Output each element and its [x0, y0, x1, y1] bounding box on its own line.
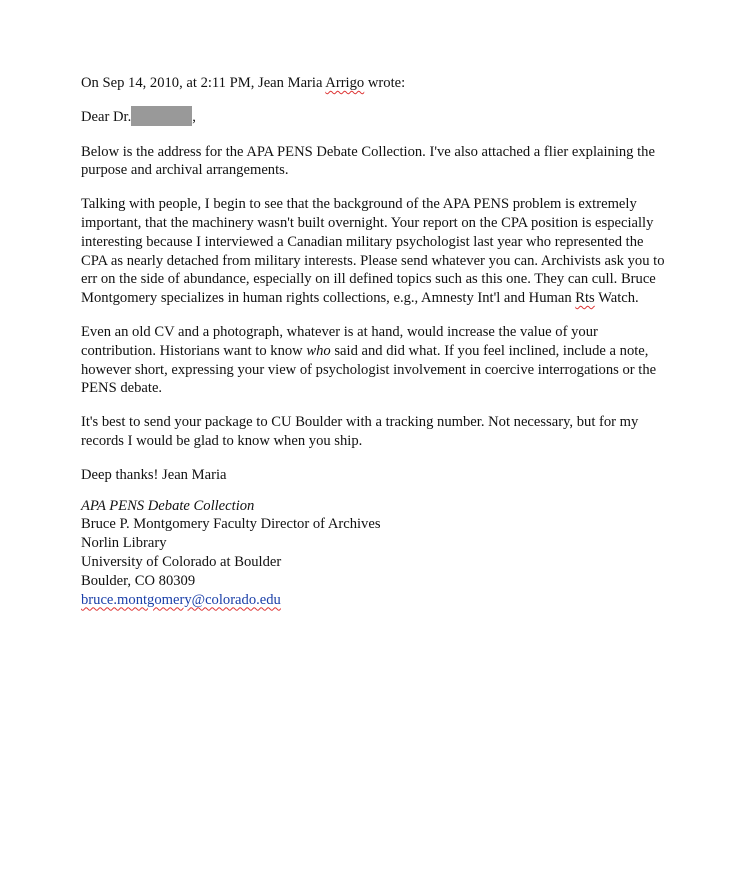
redacted-name-block	[131, 106, 192, 126]
paragraph-background-text-a: Talking with people, I begin to see that the background of the APA PENS problem is extremely important, that the machinery wasn't built overnight. Your report on the CPA position is especially interesting because I interviewed a Canadian military psychologist last year who represented the CPA as nearly detached from military interests. Please send whatever you can. Archivists ask you to err on the side of abundance, especially on ill defined topics such as this one. They can cull. Bruce Montgomery specializes in human rights collections, e.g., Amnesty Int'l and Human	[81, 196, 665, 307]
rts-word: Rts	[575, 290, 595, 307]
paragraph-cv-request	[81, 323, 671, 398]
reply-header-pre: On Sep 14, 2010, at 2:11 PM, Jean Maria	[81, 75, 326, 91]
paragraph-cv-text-b: said and did what. If you feel inclined, include a note, however short, expressing your view of psychologist involvement in coercive interrogations or the PENS debate.	[81, 342, 657, 397]
email-body	[81, 74, 671, 609]
email-link[interactable]: bruce.montgomery@colorado.edu	[81, 591, 281, 608]
salutation-comma: ,	[192, 108, 196, 125]
reply-header-post: wrote:	[364, 75, 406, 91]
paragraph-address-intro: Below is the address for the APA PENS Debate Collection. I've also attached a flier explaining the purpose and archival arrangements.	[81, 143, 655, 179]
paragraph-background-text-b: Watch.	[594, 290, 639, 307]
emphasis-who: who	[306, 342, 331, 359]
sender-surname: Arrigo	[325, 75, 365, 91]
address-line-2: Norlin Library	[81, 535, 167, 552]
address-line-3: University of Colorado at Boulder	[81, 553, 282, 570]
address-line-1: Bruce P. Montgomery Faculty Director of Archives	[81, 516, 381, 533]
paragraph-shipping: It's best to send your package to CU Boulder with a tracking number. Not necessary, but for my records I would be glad to know when you ship.	[81, 414, 639, 449]
reply-header	[81, 74, 671, 93]
address-line-4: Boulder, CO 80309	[81, 572, 196, 589]
salutation: Dear Dr.	[81, 108, 132, 125]
mailing-address	[81, 497, 671, 610]
greeting	[81, 106, 671, 127]
signoff: Deep thanks! Jean Maria	[81, 466, 227, 483]
address-title: APA PENS Debate Collection	[81, 497, 255, 514]
paragraph-background	[81, 195, 671, 308]
paragraph-cv-text-a: Even an old CV and a photograph, whatever is at hand, would increase the value of your contribution. Historians want to know	[81, 323, 598, 359]
